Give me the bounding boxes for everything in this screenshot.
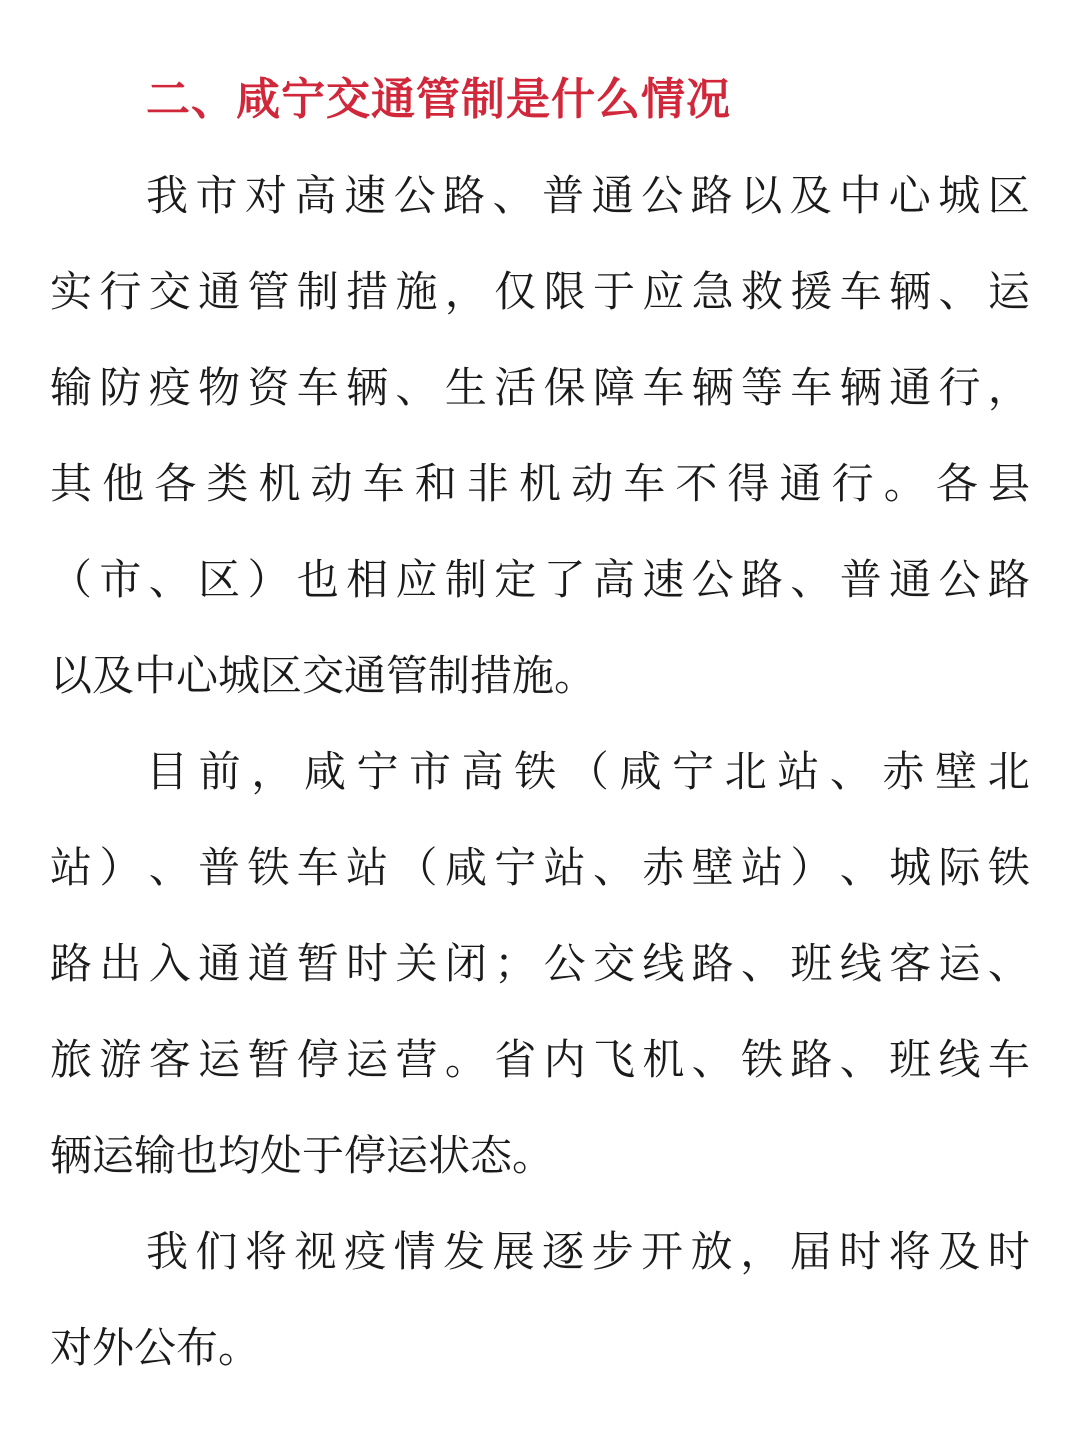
line-char: 们 — [195, 1227, 238, 1276]
line-char: 车 — [296, 843, 339, 892]
line-char: 路 — [690, 171, 733, 220]
line-char: 铁 — [247, 843, 290, 892]
line-char: 路 — [50, 939, 93, 988]
line-char: （ — [50, 555, 93, 604]
line-char: 、 — [741, 939, 784, 988]
line-char: 疫 — [148, 363, 191, 412]
line-char: 区 — [198, 555, 241, 604]
paragraph-2-line-3 — [50, 934, 1030, 994]
line-char: 活 — [494, 363, 537, 412]
line-char: 、 — [492, 171, 535, 220]
line-char: 车 — [790, 363, 833, 412]
line-char: 救 — [741, 267, 784, 316]
line-char: 将 — [888, 1227, 931, 1276]
line-char: 将 — [245, 1227, 288, 1276]
line-char: 。 — [883, 459, 926, 508]
line-char: 、 — [395, 363, 438, 412]
line-char: 道 — [247, 939, 290, 988]
line-char: 施 — [395, 267, 438, 316]
line-char: 普 — [198, 843, 241, 892]
line-char: 及 — [938, 1227, 981, 1276]
line-char: 宁 — [494, 843, 537, 892]
line-char: 公 — [543, 939, 586, 988]
line-char: 入 — [148, 939, 191, 988]
line-char: 运 — [987, 267, 1030, 316]
paragraph-2-line-4 — [50, 1030, 1030, 1090]
line-char: ） — [247, 555, 290, 604]
line-char: 和 — [414, 459, 457, 508]
line-char: 城 — [889, 843, 932, 892]
line-char: 我 — [146, 1227, 189, 1276]
line-char: 心 — [888, 171, 931, 220]
line-char: 展 — [492, 1227, 535, 1276]
line-char: 疫 — [344, 1227, 387, 1276]
line-char: 制 — [444, 555, 487, 604]
line-char: 客 — [889, 939, 932, 988]
paragraph-1-line-3 — [50, 358, 1030, 418]
line-char: 路 — [443, 171, 486, 220]
line-char: 、 — [148, 555, 191, 604]
line-char: 车 — [623, 459, 666, 508]
line-char: 、 — [148, 843, 191, 892]
line-char: 其 — [50, 459, 93, 508]
line-char: 防 — [99, 363, 142, 412]
line-char: 市 — [99, 555, 142, 604]
line-char: 。 — [444, 1035, 487, 1084]
line-char: 各 — [154, 459, 197, 508]
line-char: （ — [395, 843, 438, 892]
line-char: 制 — [296, 267, 339, 316]
line-char: 咸 — [619, 747, 662, 796]
line-char: 路 — [987, 555, 1030, 604]
line-char: 北 — [987, 747, 1030, 796]
line-char: 班 — [790, 939, 833, 988]
line-char: 情 — [393, 1227, 436, 1276]
paragraph-2-line-5: 辆运输也均处于停运状态。 — [50, 1131, 555, 1180]
line-char: 路 — [741, 555, 784, 604]
line-char: 行 — [938, 363, 981, 412]
line-char: 运 — [938, 939, 981, 988]
line-char: 飞 — [592, 1035, 635, 1084]
line-char: 公 — [938, 555, 981, 604]
line-char: 闭 — [444, 939, 487, 988]
line-char: 时 — [346, 939, 389, 988]
line-char: 班 — [889, 1035, 932, 1084]
line-char: 路 — [691, 939, 734, 988]
line-char: 、 — [790, 555, 833, 604]
line-char: 通 — [591, 171, 634, 220]
line-char: ） — [99, 843, 142, 892]
line-char: 公 — [393, 171, 436, 220]
line-char: 对 — [245, 171, 288, 220]
line-char: 限 — [543, 267, 586, 316]
line-char: 放 — [690, 1227, 733, 1276]
line-char: 机 — [258, 459, 301, 508]
line-char: 障 — [592, 363, 635, 412]
line-char: 车 — [362, 459, 405, 508]
line-char: 普 — [839, 555, 882, 604]
line-char: 保 — [543, 363, 586, 412]
line-char: 通 — [889, 555, 932, 604]
line-char: 路 — [790, 1035, 833, 1084]
line-char: 届 — [789, 1227, 832, 1276]
line-char: 站 — [777, 747, 820, 796]
line-char: 定 — [494, 555, 537, 604]
line-char: 高 — [592, 555, 635, 604]
line-char: 车 — [987, 1035, 1030, 1084]
line-char: 非 — [466, 459, 509, 508]
line-char: ） — [790, 843, 833, 892]
paragraph-1-line-2 — [50, 262, 1030, 322]
line-char: 他 — [102, 459, 145, 508]
line-char: 辆 — [346, 363, 389, 412]
line-char: 壁 — [935, 747, 978, 796]
line-char: 辆 — [691, 363, 734, 412]
line-char: 站 — [543, 843, 586, 892]
paragraph-2-line-1 — [146, 742, 1030, 802]
line-char: 赤 — [882, 747, 925, 796]
line-char: 了 — [543, 555, 586, 604]
line-char: ， — [740, 1227, 783, 1276]
line-char: （ — [566, 747, 609, 796]
line-char: 市 — [195, 171, 238, 220]
line-char: 赤 — [642, 843, 685, 892]
line-char: 、 — [938, 267, 981, 316]
line-char: 、 — [592, 843, 635, 892]
line-char: 宁 — [672, 747, 715, 796]
line-char: ， — [987, 363, 1030, 412]
line-char: 高 — [461, 747, 504, 796]
line-char: 旅 — [50, 1035, 93, 1084]
line-char: 也 — [296, 555, 339, 604]
line-char: 及 — [789, 171, 832, 220]
line-char: 时 — [987, 1227, 1030, 1276]
line-char: 不 — [675, 459, 718, 508]
line-char: 开 — [641, 1227, 684, 1276]
line-char: 等 — [741, 363, 784, 412]
line-char: 交 — [592, 939, 635, 988]
line-char: 壁 — [691, 843, 734, 892]
line-char: 铁 — [514, 747, 557, 796]
paragraph-3-line-1 — [146, 1222, 1030, 1282]
line-char: 应 — [642, 267, 685, 316]
line-char: 步 — [591, 1227, 634, 1276]
line-char: 得 — [727, 459, 770, 508]
line-char: 速 — [642, 555, 685, 604]
line-char: 动 — [310, 459, 353, 508]
line-char: 省 — [494, 1035, 537, 1084]
line-char: 、 — [987, 939, 1030, 988]
line-char: 、 — [829, 747, 872, 796]
paragraph-1-line-4 — [50, 454, 1030, 514]
section-heading: 二、咸宁交通管制是什么情况 — [146, 74, 731, 125]
line-char: 普 — [542, 171, 585, 220]
line-char: 资 — [247, 363, 290, 412]
line-char: 、 — [839, 843, 882, 892]
line-char: 通 — [889, 363, 932, 412]
line-char: 发 — [443, 1227, 486, 1276]
line-char: 运 — [346, 1035, 389, 1084]
paragraph-3-line-2: 对外公布。 — [50, 1323, 261, 1372]
line-char: 际 — [938, 843, 981, 892]
line-char: 时 — [839, 1227, 882, 1276]
line-char: 咸 — [444, 843, 487, 892]
line-char: 相 — [346, 555, 389, 604]
line-char: 实 — [50, 267, 93, 316]
line-char: 县 — [987, 459, 1030, 508]
line-char: 城 — [938, 171, 981, 220]
line-char: 我 — [146, 171, 189, 220]
line-char: 行 — [99, 267, 142, 316]
line-char: 北 — [724, 747, 767, 796]
line-char: 视 — [294, 1227, 337, 1276]
line-char: 交 — [148, 267, 191, 316]
line-char: 辆 — [889, 267, 932, 316]
line-char: 高 — [294, 171, 337, 220]
line-char: 线 — [938, 1035, 981, 1084]
line-char: 出 — [99, 939, 142, 988]
line-char: 速 — [344, 171, 387, 220]
paragraph-1-line-1 — [146, 166, 1030, 226]
line-char: 内 — [543, 1035, 586, 1084]
line-char: 中 — [839, 171, 882, 220]
line-char: 物 — [198, 363, 241, 412]
line-char: ； — [494, 939, 537, 988]
line-char: 车 — [839, 267, 882, 316]
line-char: 线 — [839, 939, 882, 988]
line-char: ， — [444, 267, 487, 316]
line-char: 站 — [741, 843, 784, 892]
line-char: 目 — [146, 747, 189, 796]
line-char: 宁 — [356, 747, 399, 796]
line-char: 铁 — [987, 843, 1030, 892]
line-char: 、 — [691, 1035, 734, 1084]
line-char: 站 — [346, 843, 389, 892]
line-char: 以 — [740, 171, 783, 220]
line-char: 营 — [395, 1035, 438, 1084]
line-char: 、 — [839, 1035, 882, 1084]
line-char: 区 — [987, 171, 1030, 220]
line-char: 运 — [198, 1035, 241, 1084]
line-char: 仅 — [494, 267, 537, 316]
line-char: 机 — [518, 459, 561, 508]
line-char: 公 — [641, 171, 684, 220]
line-char: 铁 — [741, 1035, 784, 1084]
line-char: 通 — [198, 939, 241, 988]
line-char: 通 — [779, 459, 822, 508]
paragraph-1-line-5 — [50, 550, 1030, 610]
line-char: 应 — [395, 555, 438, 604]
line-char: 市 — [409, 747, 452, 796]
line-char: 咸 — [303, 747, 346, 796]
line-char: 车 — [296, 363, 339, 412]
line-char: 急 — [691, 267, 734, 316]
line-char: 机 — [642, 1035, 685, 1084]
line-char: 暂 — [247, 1035, 290, 1084]
line-char: 站 — [50, 843, 93, 892]
line-char: 生 — [444, 363, 487, 412]
line-char: 行 — [831, 459, 874, 508]
line-char: 各 — [935, 459, 978, 508]
line-char: 停 — [296, 1035, 339, 1084]
line-char: 前 — [198, 747, 241, 796]
paragraph-2-line-2 — [50, 838, 1030, 898]
line-char: 逐 — [542, 1227, 585, 1276]
line-char: 动 — [571, 459, 614, 508]
line-char: ， — [251, 747, 294, 796]
line-char: 输 — [50, 363, 93, 412]
line-char: 类 — [206, 459, 249, 508]
line-char: 关 — [395, 939, 438, 988]
line-char: 线 — [642, 939, 685, 988]
line-char: 管 — [247, 267, 290, 316]
line-char: 援 — [790, 267, 833, 316]
line-char: 措 — [346, 267, 389, 316]
line-char: 客 — [148, 1035, 191, 1084]
line-char: 公 — [691, 555, 734, 604]
line-char: 游 — [99, 1035, 142, 1084]
paragraph-1-line-6: 以及中心城区交通管制措施。 — [50, 651, 597, 700]
line-char: 辆 — [839, 363, 882, 412]
line-char: 暂 — [296, 939, 339, 988]
line-char: 通 — [198, 267, 241, 316]
line-char: 于 — [592, 267, 635, 316]
line-char: 车 — [642, 363, 685, 412]
